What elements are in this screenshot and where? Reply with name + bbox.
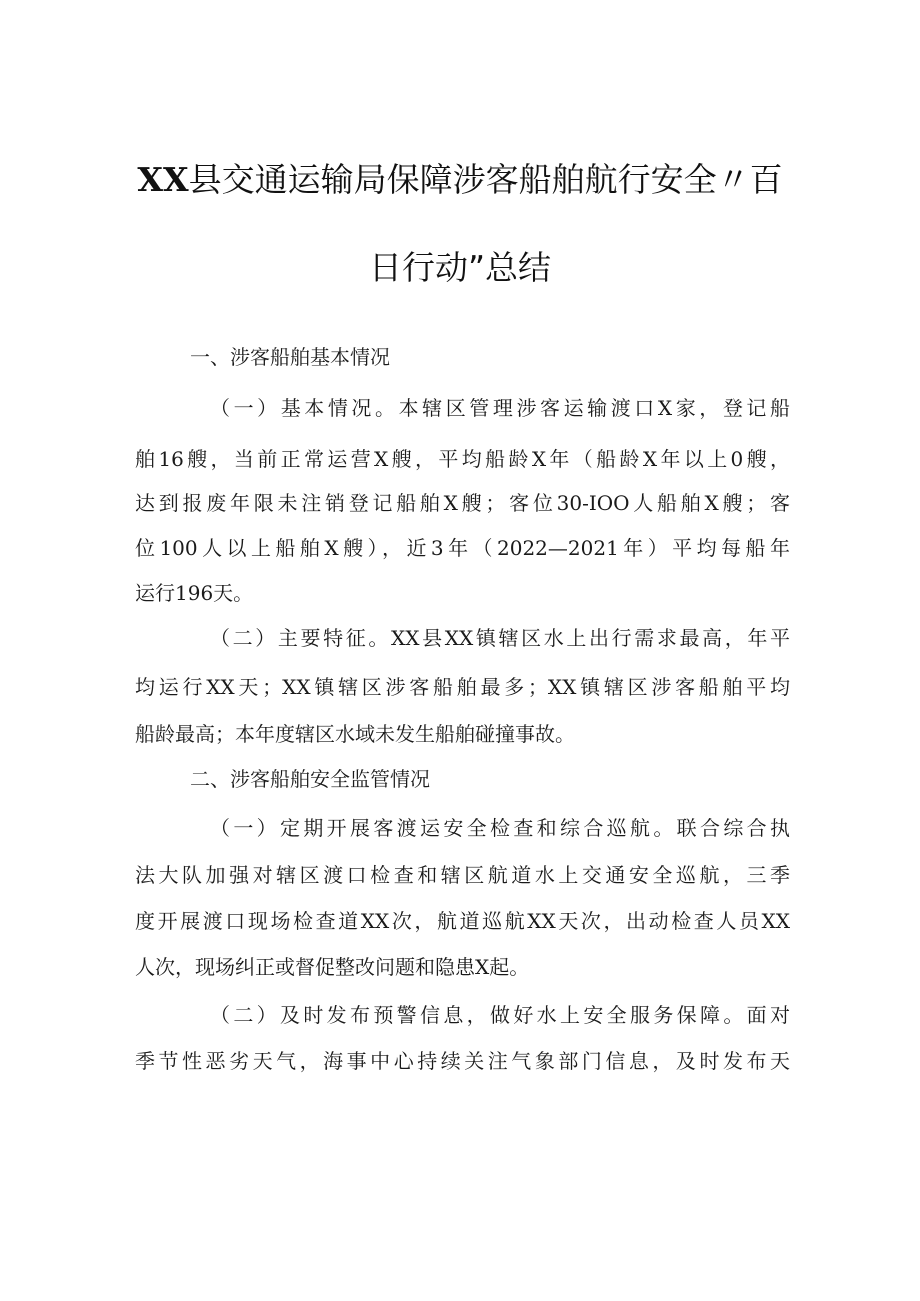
paragraph-line: 达到报废年限未注销登记船舶X艘；客位30-IOO人船舶X艘；客 — [135, 491, 790, 515]
paragraph-line: 季节性恶劣天气，海事中心持续关注气象部门信息，及时发布天 — [135, 1049, 790, 1073]
section-heading-1: 一、涉客船舶基本情况 — [190, 345, 390, 369]
section-heading-2: 二、涉客船舶安全监管情况 — [190, 767, 430, 791]
title-line-1-text: 县交通运输局保障涉客船舶航行安全〃百 — [188, 160, 783, 199]
paragraph-line: （二）主要特征。XX县XX镇辖区水上出行需求最高，年平 — [210, 626, 790, 650]
paragraph-line: 舶16艘，当前正常运营X艘，平均船龄X年（船龄X年以上0艘， — [135, 447, 790, 471]
paragraph-line: 位100人以上船舶X艘），近3年（2022—2021年）平均每船年 — [135, 536, 790, 560]
paragraph-line: 人次，现场纠正或督促整改问题和隐患X起。 — [135, 955, 530, 979]
title-county-placeholder: XX — [137, 160, 189, 199]
document-title-line-1 — [130, 160, 790, 200]
paragraph-line: （一）定期开展客渡运安全检查和综合巡航。联合综合执 — [210, 816, 790, 840]
paragraph-line: （二）及时发布预警信息，做好水上安全服务保障。面对 — [210, 1003, 790, 1027]
paragraph-line: 法大队加强对辖区渡口检查和辖区航道水上交通安全巡航，三季 — [135, 863, 790, 887]
paragraph-line: 船龄最高；本年度辖区水域未发生船舶碰撞事故。 — [135, 722, 575, 746]
paragraph-line: 度开展渡口现场检查道XX次，航道巡航XX天次，出动检查人员XX — [135, 909, 790, 933]
paragraph-line: 均运行XX天；XX镇辖区涉客船舶最多；XX镇辖区涉客船舶平均 — [135, 675, 790, 699]
document-title-line-2: 日行动”总结 — [368, 248, 552, 287]
paragraph-line: （一）基本情况。本辖区管理涉客运输渡口X家，登记船 — [210, 396, 790, 420]
paragraph-line: 运行196天。 — [135, 581, 254, 605]
